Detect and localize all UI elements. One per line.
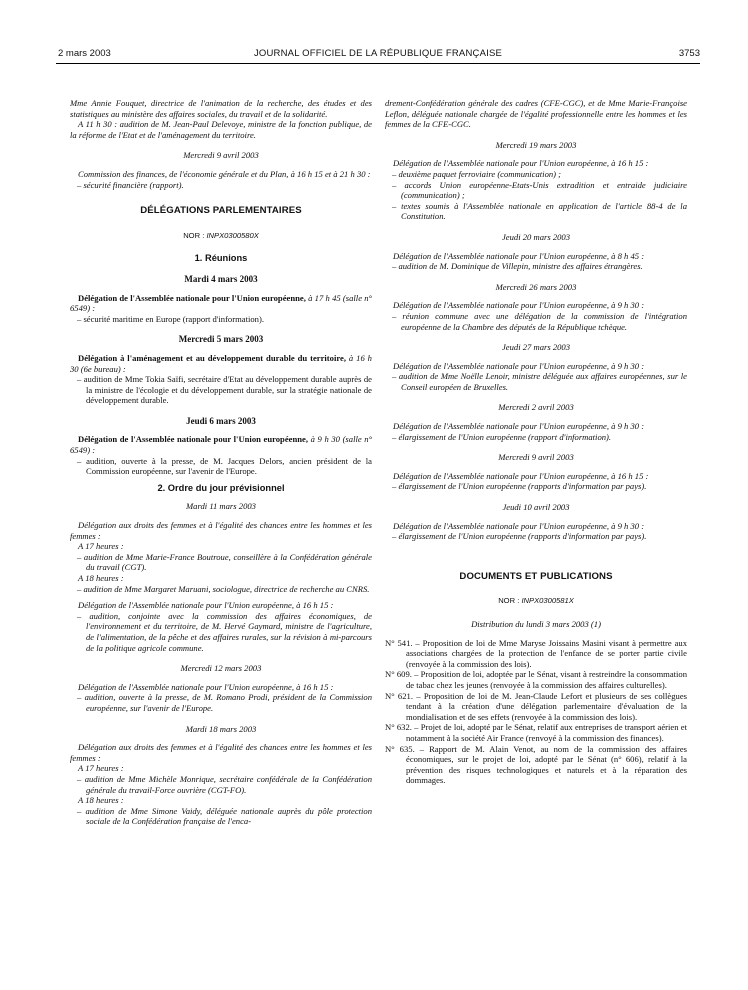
right-column xyxy=(385,98,687,786)
nor-code: INPX0300580X xyxy=(206,230,259,240)
date-heading: Jeudi 10 avril 2003 xyxy=(502,502,570,513)
nor-code: INPX0300581X xyxy=(521,596,574,606)
paragraph: Délégation aux droits des femmes et à l'égalité des chances entre les hommes et les femmes : xyxy=(70,520,372,541)
date-heading: Mercredi 12 mars 2003 xyxy=(180,663,262,674)
agenda-item: – audition de M. Dominique de Villepin, ministre des affaires étrangères. xyxy=(392,261,643,272)
paragraph: A 17 heures : xyxy=(78,763,124,774)
paragraph: Délégation de l'Assemblée nationale pour l'Union européenne, à 16 h 15 : xyxy=(393,158,649,169)
document-entry: N° 632. – Projet de loi, adopté par le Sénat, relatif aux entreprises de transport aérien et notamment à la société Air France (renvoyé à la commission des finances). xyxy=(385,722,687,743)
nor-reference xyxy=(70,231,372,242)
agenda-item: – accords Union européenne-Etats-Unis extradition et entraide judiciaire (communication) ; xyxy=(392,179,687,201)
agenda-item: – sécurité financière (rapport). xyxy=(77,179,184,190)
agenda-item: – élargissement de l'Union européenne (rapports d'information par pays). xyxy=(392,531,647,542)
session-time: à 17 h 45 (salle n° 6549) : xyxy=(70,292,372,314)
agenda-item: – réunion commune avec une délégation de la commission de l'intégration européenne de la Chambre des députés de la République tchèque. xyxy=(392,310,687,332)
paragraph: Mme Annie Fouquet, directrice de l'animation de la recherche, des études et des statistiques au ministère des affaires sociales, du travail et de la solidarité. xyxy=(70,98,372,119)
paragraph xyxy=(70,434,372,455)
agenda-item: – sécurité maritime en Europe (rapport d'information). xyxy=(77,313,264,324)
distribution-heading: Distribution du lundi 3 mars 2003 (1) xyxy=(471,619,601,629)
paragraph: Délégation de l'Assemblée nationale pour l'Union européenne, à 9 h 30 : xyxy=(393,421,645,432)
session-time: à 9 h 30 (salle n° 6549) : xyxy=(70,434,373,456)
agenda-item: – élargissement de l'Union européenne (rapports d'information par pays). xyxy=(392,481,647,492)
paragraph: Délégation de l'Assemblée nationale pour l'Union européenne, à 9 h 30 : xyxy=(393,520,645,531)
agenda-item: – textes soumis à l'Assemblée nationale en application de l'article 88-4 de la Constitution. xyxy=(392,200,687,222)
date-heading: Mardi 11 mars 2003 xyxy=(186,501,256,512)
date-heading: Mercredi 5 mars 2003 xyxy=(178,334,264,345)
header-title: JOURNAL OFFICIEL DE LA RÉPUBLIQUE FRANÇAISE xyxy=(253,48,503,59)
header-page-number: 3753 xyxy=(678,48,700,59)
subsection-title: 1. Réunions xyxy=(194,253,248,264)
spacer xyxy=(385,542,687,556)
date-heading: Jeudi 27 mars 2003 xyxy=(501,342,571,353)
date-heading: Jeudi 20 mars 2003 xyxy=(501,231,571,242)
agenda-item: – élargissement de l'Union européenne (rapport d'information). xyxy=(392,431,612,442)
date-heading: Mercredi 26 mars 2003 xyxy=(495,281,577,292)
agenda-item: – audition de Mme Marie-France Boutroue, conseillère à la Confédération générale du travail (CGT). xyxy=(77,551,372,573)
agenda-item: – audition de Mme Margaret Maruani, sociologue, directrice de recherche au CNRS. xyxy=(77,583,370,594)
section-title: DÉLÉGATIONS PARLEMENTAIRES xyxy=(140,205,302,217)
agenda-item: – audition de Mme Noëlle Lenoir, ministre déléguée aux affaires européennes, sur le Conseil européen de Bruxelles. xyxy=(392,371,687,392)
paragraph xyxy=(70,353,372,374)
left-column xyxy=(70,98,372,827)
agenda-item: – audition de Mme Michèle Monrique, secrétaire confédérale de la Confédération générale du travail-Force ouvrière (CGT-FO). xyxy=(77,773,372,795)
paragraph: A 17 heures : xyxy=(78,541,124,552)
paragraph: Commission des finances, de l'économie générale et du Plan, à 16 h 15 et à 21 h 30 : xyxy=(78,168,371,179)
document-entry: N° 621. – Proposition de loi de M. Jean-Claude Lefort et plusieurs de ses collègues tendant à la création d'une délégation parlementaire d'évaluation de la mondialisation et de ses effets (renvoyée à la commission des lois). xyxy=(385,690,687,722)
paragraph: Délégation de l'Assemblée nationale pour l'Union européenne, à 9 h 30 : xyxy=(393,360,645,371)
agenda-item: – audition, conjointe avec la commission des affaires économiques, de l'environnement et du territoire, de M. Hervé Gaymard, ministre de l'agriculture, de l'alimentation, de la pêche et des affaires rurales, sur la révision à mi-parcours de la politique agricole commune. xyxy=(77,610,372,653)
date-heading: Mercredi 9 avril 2003 xyxy=(498,452,574,463)
paragraph: drement-Confédération générale des cadres (CFE-CGC), et de Mme Marie-Françoise Leflon, déléguée nationale chargée de l'égalité professionnelle entre les hommes et les femmes de la CFE-CGC. xyxy=(385,98,687,130)
paragraph: A 18 heures : xyxy=(78,795,124,806)
date-heading: Mardi 18 mars 2003 xyxy=(185,723,257,734)
date-heading: Mercredi 2 avril 2003 xyxy=(498,402,574,413)
delegation-name: Délégation à l'aménagement et au développement durable du territoire, xyxy=(78,352,346,363)
section-title: DOCUMENTS ET PUBLICATIONS xyxy=(459,570,613,582)
delegation-name: Délégation de l'Assemblée nationale pour l'Union européenne, xyxy=(78,434,308,445)
paragraph: A 11 h 30 : audition de M. Jean-Paul Delevoye, ministre de la fonction publique, de la réforme de l'Etat et de l'aménagement du territoire. xyxy=(70,119,372,140)
session-time: à 16 h 30 (6e bureau) : xyxy=(70,352,372,374)
delegation-name: Délégation de l'Assemblée nationale pour l'Union européenne, xyxy=(78,292,306,303)
nor-reference xyxy=(385,596,687,607)
date-heading: Mercredi 9 avril 2003 xyxy=(183,150,259,161)
agenda-item: – audition, ouverte à la presse, de M. Jacques Delors, ancien président de la Commission européenne, sur l'avenir de l'Europe. xyxy=(77,455,372,477)
date-heading: Mercredi 19 mars 2003 xyxy=(495,139,577,150)
header-date: 2 mars 2003 xyxy=(58,48,111,59)
paragraph: Délégation de l'Assemblée nationale pour l'Union européenne, à 16 h 15 : xyxy=(78,600,334,611)
paragraph: Délégation aux droits des femmes et à l'égalité des chances entre les hommes et les femmes : xyxy=(70,742,372,763)
document-entry: N° 609. – Proposition de loi, adoptée par le Sénat, visant à restreindre la consommation de tabac chez les jeunes (renvoyée à la commission des affaires culturelles). xyxy=(385,669,687,690)
date-heading: Jeudi 6 mars 2003 xyxy=(186,415,256,426)
paragraph: Délégation de l'Assemblée nationale pour l'Union européenne, à 16 h 15 : xyxy=(78,681,334,692)
agenda-item: – audition de Mme Tokia Saïfi, secrétaire d'Etat au développement durable auprès de la ministre de l'écologie et du développement durable, sur la stratégie nationale de développement durable. xyxy=(77,374,372,406)
nor-label: NOR : xyxy=(498,596,520,606)
page-header xyxy=(56,48,700,64)
paragraph xyxy=(70,293,372,314)
nor-label: NOR : xyxy=(183,230,205,240)
subsection-title: 2. Ordre du jour prévisionnel xyxy=(157,482,285,493)
paragraph: A 18 heures : xyxy=(78,573,124,583)
paragraph: Délégation de l'Assemblée nationale pour l'Union européenne, à 8 h 45 : xyxy=(393,250,645,261)
header-rule xyxy=(56,63,700,64)
document-entry: N° 541. – Proposition de loi de Mme Maryse Joissains Masini visant à permettre aux associations chargées de la protection de l'enfance de se porter partie civile (renvoyée à la commission des lois). xyxy=(385,637,687,669)
paragraph: Délégation de l'Assemblée nationale pour l'Union européenne, à 16 h 15 : xyxy=(393,470,649,481)
agenda-item: – audition, ouverte à la presse, de M. Romano Prodi, président de la Commission européenne, sur l'avenir de l'Europe. xyxy=(77,692,372,713)
document-entry: N° 635. – Rapport de M. Alain Venot, au nom de la commission des affaires économiques, sur le projet de loi, adopté par le Sénat (n° 606), relatif à la prévention des risques technologiques et naturels et à la réparation des dommages. xyxy=(385,743,687,786)
agenda-item: – audition de Mme Simone Vaidy, déléguée nationale auprès du pôle protection sociale de la Confédération française de l'enca- xyxy=(77,805,372,827)
agenda-item: – deuxième paquet ferroviaire (communication) ; xyxy=(392,168,562,179)
date-heading: Mardi 4 mars 2003 xyxy=(184,273,258,284)
paragraph: Délégation de l'Assemblée nationale pour l'Union européenne, à 9 h 30 : xyxy=(393,300,645,311)
